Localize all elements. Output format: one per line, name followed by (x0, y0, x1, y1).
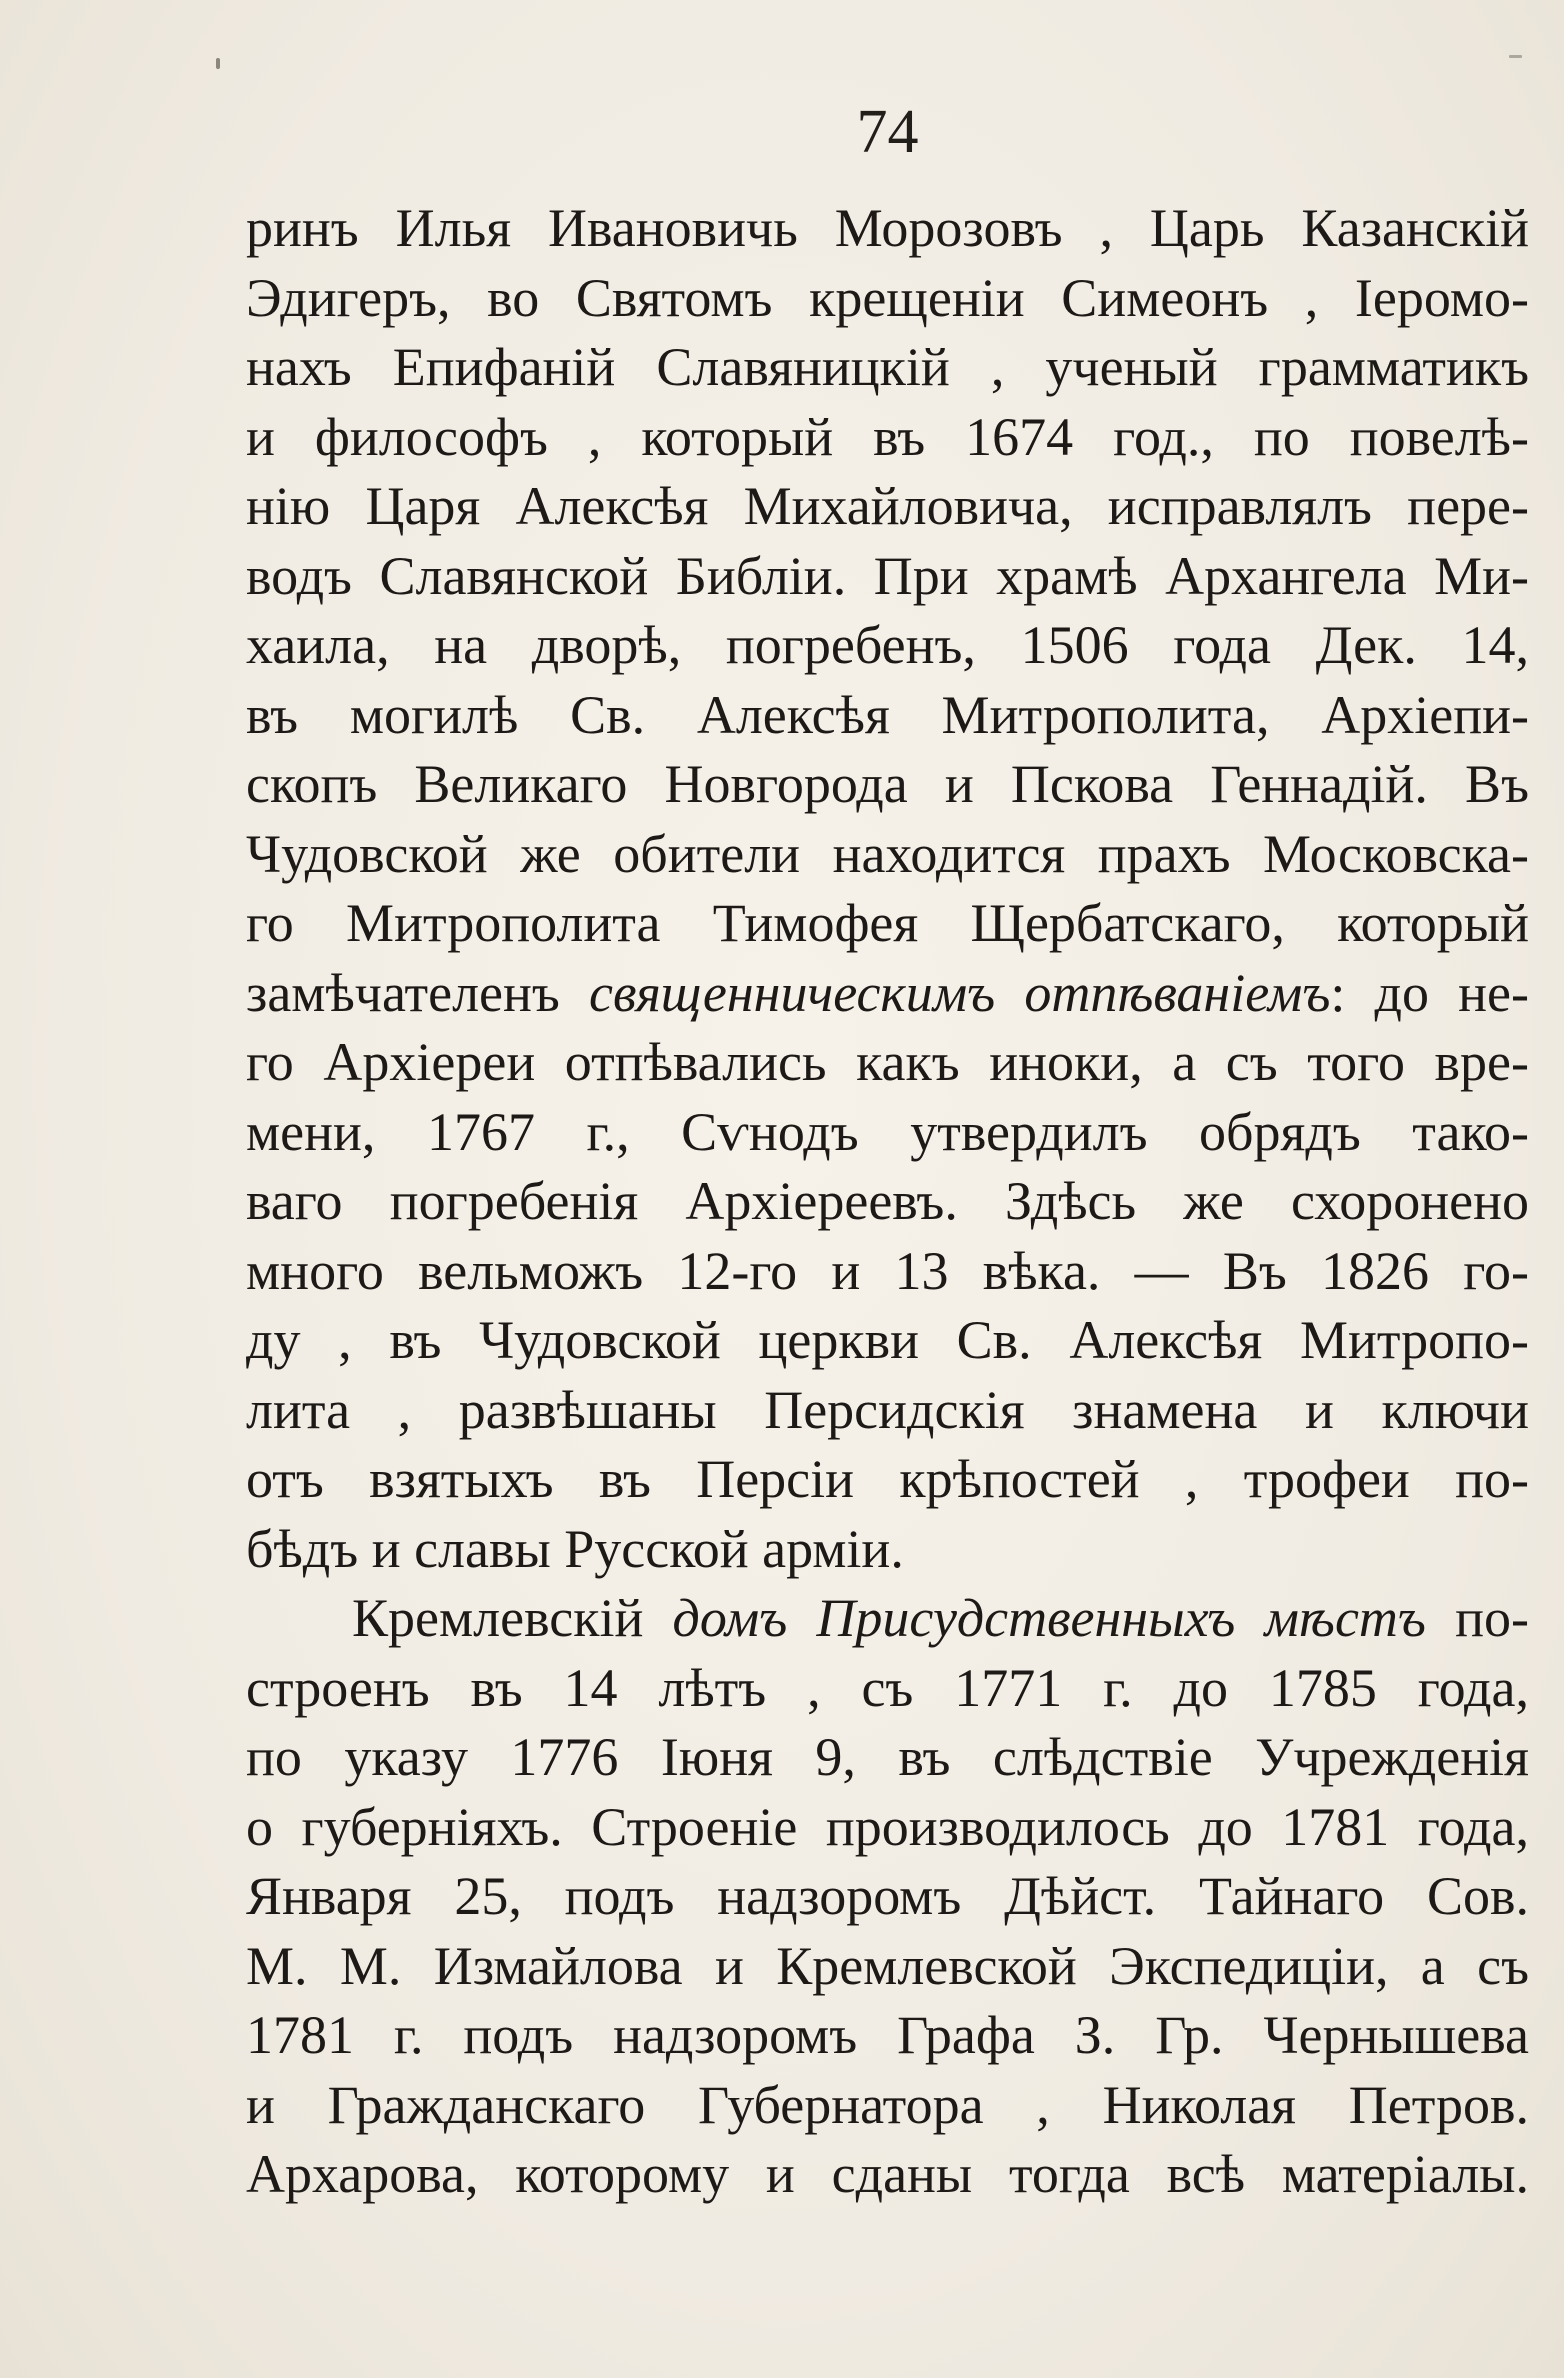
text-line: и Гражданскаго Губернатора , Николая Петров. (246, 2074, 1529, 2135)
text-line: Архарова, которому и сданы тогда всѣ матеріалы. (246, 2144, 1529, 2204)
text-line: ринъ Илья Ивановичь Морозовъ , Царь Казанскій (246, 198, 1529, 258)
text-line: по указу 1776 Іюня 9, въ слѣдствіе Учрежденія (246, 1727, 1529, 1787)
text-line: много вельможъ 12-го и 13 вѣка. — Въ 1826 го- (246, 1240, 1529, 1301)
paragraph (246, 1584, 1529, 2210)
emphasized-phrase: домъ Присудственныхъ мѣстъ (672, 1588, 1426, 1648)
text-line: мени, 1767 г., Сѵнодъ утвердилъ обрядъ тако- (246, 1101, 1529, 1162)
text-line: бѣдъ и славы Русской арміи. (246, 1518, 904, 1579)
text-line: ду , въ Чудовской церкви Св. Алексѣя Митропо- (246, 1310, 1529, 1370)
text-line (246, 959, 1529, 1029)
text-line: 1781 г. подъ надзоромъ Графа З. Гр. Чернышева (246, 2005, 1529, 2065)
text-line: М. М. Измайлова и Кремлевской Экспедиціи, а съ (246, 1935, 1529, 1996)
page-number: 74 (856, 98, 919, 166)
text-line: лита , развѣшаны Персидскія знамена и ключи (246, 1379, 1529, 1440)
text-segment: Кремлевскій (352, 1588, 644, 1648)
text-line: ваго погребенія Архіереевъ. Здѣсь же схоронено (246, 1171, 1529, 1231)
text-segment: замѣчателенъ (246, 962, 560, 1023)
text-line: Января 25, подъ надзоромъ Дѣйст. Тайнаго Сов. (246, 1866, 1529, 1926)
text-line: нахъ Епифаній Славяницкій , ученый грамматикъ (246, 337, 1529, 397)
text-segment: по- (1455, 1588, 1529, 1648)
scan-mark (1509, 55, 1522, 58)
text-line: Эдигеръ, во Святомъ крещеніи Симеонъ , Іеромо- (246, 267, 1529, 328)
body-text (246, 194, 1529, 2210)
emphasized-phrase: священническимъ отпѣваніемъ (589, 962, 1331, 1023)
text-line: Чудовской же обители находится прахъ Московска- (246, 823, 1529, 884)
text-line: го Архіереи отпѣвались какъ иноки, а съ того вре- (246, 1032, 1529, 1092)
text-line: нію Царя Алексѣя Михайловича, исправлялъ пере- (246, 476, 1529, 536)
text-line: хаила, на дворѣ, погребенъ, 1506 года Дек. 14, (246, 615, 1529, 675)
text-line: строенъ въ 14 лѣтъ , съ 1771 г. до 1785 года, (246, 1657, 1529, 1718)
text-line: скопъ Великаго Новгорода и Пскова Геннадій. Въ (246, 754, 1529, 814)
scan-mark (216, 58, 220, 69)
text-segment: : до не- (1330, 962, 1529, 1023)
text-line: го Митрополита Тимофея Щербатскаго, который (246, 893, 1529, 953)
text-line: отъ взятыхъ въ Персіи крѣпостей , трофеи по- (246, 1449, 1529, 1509)
text-line (246, 1584, 1529, 1654)
text-line: и философъ , который въ 1674 год., по повелѣ- (246, 406, 1529, 467)
text-line: въ могилѣ Св. Алексѣя Митрополита, Архіепи- (246, 684, 1529, 745)
text-line: водъ Славянской Библіи. При храмѣ Архангела Ми- (246, 545, 1529, 606)
text-line: о губерніяхъ. Строеніе производилось до 1781 года, (246, 1796, 1529, 1857)
paragraph (246, 194, 1529, 1584)
